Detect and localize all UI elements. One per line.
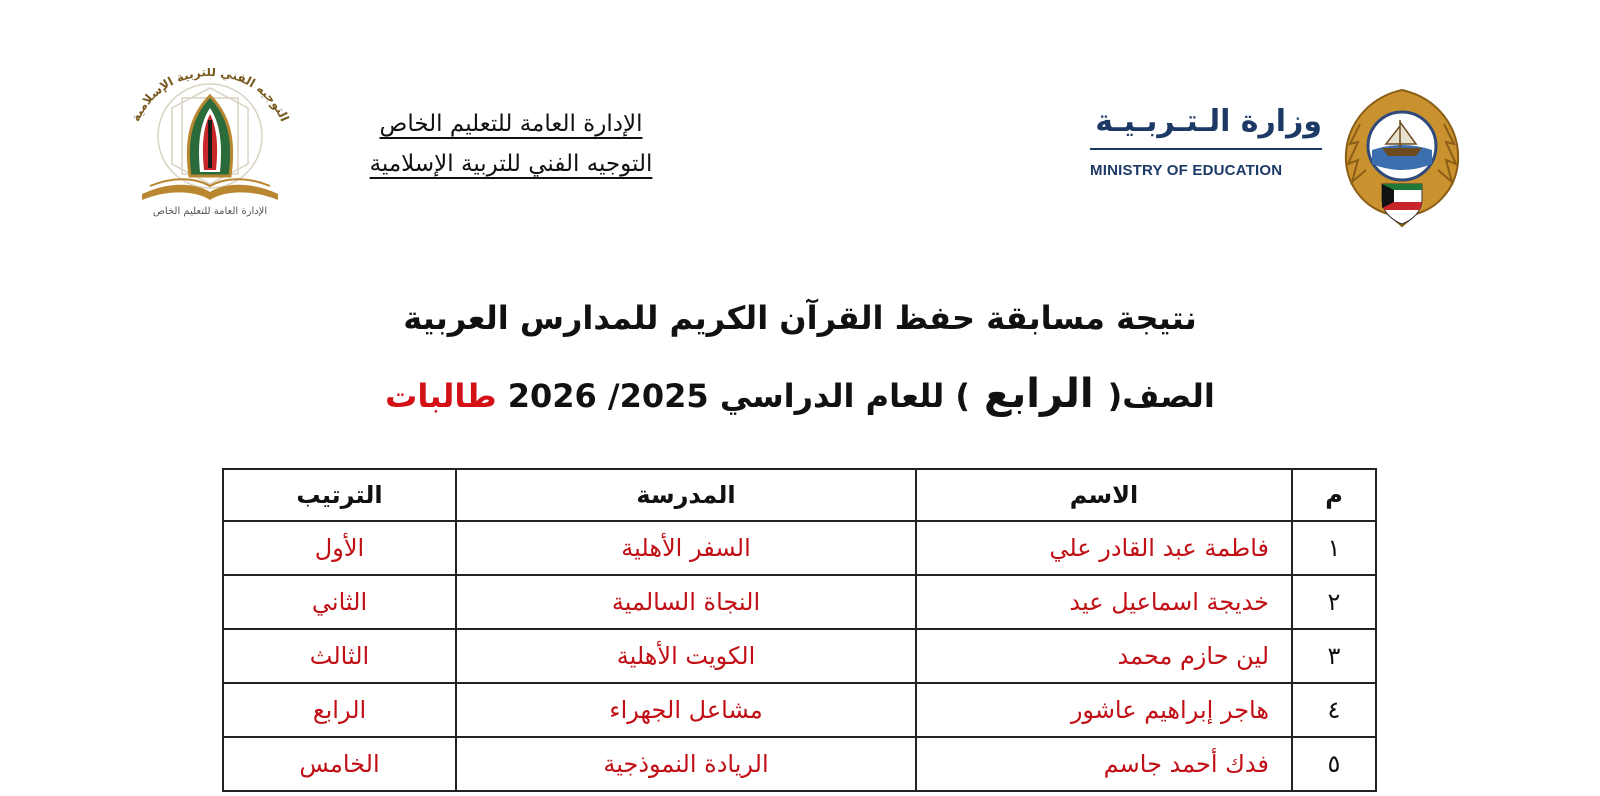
ministry-name-arabic: وزارة الـتـربـيـة bbox=[1095, 104, 1322, 139]
school-name: السفر الأهلية bbox=[456, 521, 916, 575]
kuwait-state-emblem-icon bbox=[1336, 84, 1468, 234]
row-number: ٢ bbox=[1292, 575, 1376, 629]
header-num: م bbox=[1292, 469, 1376, 521]
rank-label: الثاني bbox=[223, 575, 456, 629]
department-block bbox=[330, 104, 692, 184]
row-number: ٤ bbox=[1292, 683, 1376, 737]
table-row bbox=[223, 521, 1376, 575]
table-header-row bbox=[223, 469, 1376, 521]
school-name: الكويت الأهلية bbox=[456, 629, 916, 683]
student-name: هاجر إبراهيم عاشور bbox=[916, 683, 1292, 737]
school-name: النجاة السالمية bbox=[456, 575, 916, 629]
student-name: لين حازم محمد bbox=[916, 629, 1292, 683]
rank-label: الخامس bbox=[223, 737, 456, 791]
rank-label: الأول bbox=[223, 521, 456, 575]
department-line-2: التوجيه الفني للتربية الإسلامية bbox=[369, 151, 653, 177]
table-row bbox=[223, 737, 1376, 791]
table-row bbox=[223, 575, 1376, 629]
student-name: فاطمة عبد القادر علي bbox=[916, 521, 1292, 575]
grade-prefix: الصف( bbox=[1107, 377, 1215, 415]
results-table bbox=[222, 468, 1377, 792]
rank-label: الثالث bbox=[223, 629, 456, 683]
header-school: المدرسة bbox=[456, 469, 916, 521]
department-line-1: الإدارة العامة للتعليم الخاص bbox=[379, 111, 643, 137]
header-rank: الترتيب bbox=[223, 469, 456, 521]
ministry-divider bbox=[1090, 148, 1322, 150]
grade-suffix: ) للعام الدراسي 2025/ 2026 bbox=[496, 377, 971, 415]
ministry-logo-text bbox=[1090, 100, 1322, 179]
header-name: الاسم bbox=[916, 469, 1292, 521]
row-number: ١ bbox=[1292, 521, 1376, 575]
table-row bbox=[223, 629, 1376, 683]
emblem-arc-text: التوجيه الفني للتربية الإسلامية bbox=[128, 68, 292, 124]
school-name: الريادة النموذجية bbox=[456, 737, 916, 791]
table-row bbox=[223, 683, 1376, 737]
school-name: مشاعل الجهراء bbox=[456, 683, 916, 737]
student-name: فدك أحمد جاسم bbox=[916, 737, 1292, 791]
row-number: ٣ bbox=[1292, 629, 1376, 683]
ministry-name-english: MINISTRY OF EDUCATION bbox=[1090, 162, 1283, 179]
page-title: نتيجة مسابقة حفظ القرآن الكريم للمدارس العربية bbox=[403, 299, 1197, 337]
emblem-bottom-text: الإدارة العامة للتعليم الخاص bbox=[152, 206, 268, 217]
islamic-education-emblem-icon bbox=[112, 68, 308, 222]
page-subtitle bbox=[0, 364, 1600, 426]
row-number: ٥ bbox=[1292, 737, 1376, 791]
grade-name: الرابع bbox=[970, 371, 1108, 417]
category-label: طالبات bbox=[385, 377, 497, 415]
rank-label: الرابع bbox=[223, 683, 456, 737]
student-name: خديجة اسماعيل عيد bbox=[916, 575, 1292, 629]
